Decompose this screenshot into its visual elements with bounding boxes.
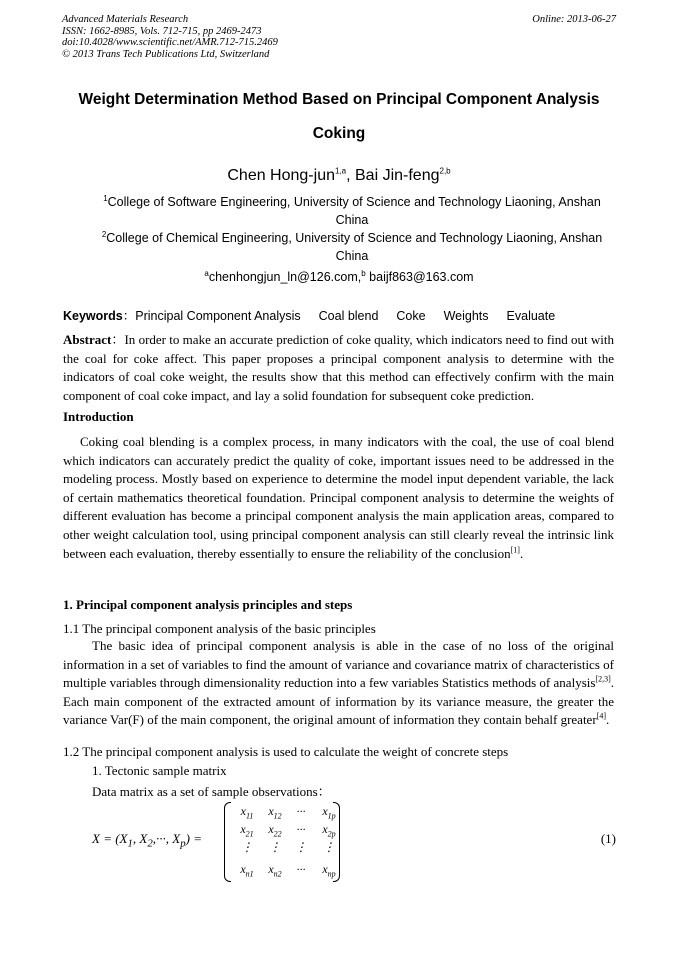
matrix-left-bracket xyxy=(224,802,231,882)
paper-title-line-2: Coking xyxy=(312,125,366,142)
matrix-cell-symbol: x xyxy=(240,804,246,818)
section-1-sep: . xyxy=(69,597,76,612)
matrix-cell-symbol: ⋮ xyxy=(269,840,281,854)
matrix-cell xyxy=(286,840,316,856)
subsection-1-2-heading: 1.2 The principal component analysis is used to calculate the weight of concrete steps xyxy=(63,744,509,759)
matrix-cell xyxy=(314,822,344,838)
data-matrix-intro: Data matrix as a set of sample observations： xyxy=(92,784,331,799)
email-a[interactable]: chenhongjun_ln@126.com, xyxy=(208,270,362,284)
keywords-line xyxy=(63,306,573,324)
matrix-cell xyxy=(286,804,316,820)
equation-1 xyxy=(92,800,616,882)
paragraph-text: . Each main component of the extracted amount of information by its variance measure, the greater the variance Var(F) of the main component, the original amount of information they contain behalf greater xyxy=(63,675,614,728)
online-date: Online: 2013-06-27 xyxy=(532,14,616,25)
affiliation-1-sup: 1 xyxy=(103,193,108,203)
citation[interactable]: [1] xyxy=(510,545,520,555)
keyword-item: Coal blend xyxy=(318,309,379,323)
keyword-item: Weights xyxy=(443,309,489,323)
section-1-number: 1 xyxy=(63,597,70,612)
matrix-cell xyxy=(232,862,262,878)
subsection-1-1-heading: 1.1 The principal component analysis of the basic principles xyxy=(63,621,376,636)
section-1-title: Principal component analysis principles and steps xyxy=(76,597,353,612)
subsection-1-1-paragraph xyxy=(63,637,614,730)
author-separator: , xyxy=(346,167,355,184)
sample-matrix xyxy=(224,800,340,882)
copyright-line: © 2013 Trans Tech Publications Ltd, Switzerland xyxy=(62,48,270,60)
author-line xyxy=(0,167,678,185)
matrix-cell-index: 22 xyxy=(273,829,282,839)
email-line xyxy=(0,270,678,284)
keyword-item: Evaluate xyxy=(506,309,556,323)
citation[interactable]: [4] xyxy=(596,712,606,722)
affiliation-2-text: College of Chemical Engineering, University of Science and Technology Liaoning, Anshan China xyxy=(106,231,603,263)
matrix-cell-symbol: x xyxy=(268,804,274,818)
matrix-cell-index: np xyxy=(327,869,336,879)
keywords-sep: ： xyxy=(122,309,136,323)
matrix-cell-symbol: ⋮ xyxy=(323,840,335,854)
affiliation-2-sup: 2 xyxy=(101,229,107,239)
matrix-cell-index: 11 xyxy=(245,811,254,821)
matrix-cell xyxy=(232,822,262,838)
issn-line: ISSN: 1662-8985, Vols. 712-715, pp 2469-2473 xyxy=(62,25,262,37)
keyword-item: Principal Component Analysis xyxy=(135,309,301,323)
paragraph-text: . xyxy=(606,712,610,728)
matrix-cell-symbol: ··· xyxy=(296,822,306,836)
matrix-cell-symbol: x xyxy=(268,822,274,836)
abstract-text: In order to make an accurate prediction of coke quality, which indicators need to find out with the coal for coke affect. This paper proposes a principal component analysis to determine with the indicators of coal coke weight, the results show that this method can effectively confirm with the main component of coal coke impact, and lay a solid foundation for subsequent coke prediction. xyxy=(63,332,614,403)
matrix-cell xyxy=(314,840,344,856)
affiliation-1-text: College of Software Engineering, University of Science and Technology Liaoning, Anshan China xyxy=(107,195,601,227)
matrix-cell xyxy=(232,840,262,856)
keyword-item: Coke xyxy=(396,309,426,323)
lhs-part: ,···, X xyxy=(152,831,181,846)
paper-title: Weight Determination Method Based on Principal Component Analysis xyxy=(78,91,600,108)
introduction-heading: Introduction xyxy=(63,409,134,424)
matrix-cell-index: 21 xyxy=(245,829,254,839)
email-b[interactable]: baijf863@163.com xyxy=(365,270,474,284)
matrix-cell-index: 2p xyxy=(327,829,336,839)
matrix-cell-symbol: ··· xyxy=(296,862,306,876)
equation-number: (1) xyxy=(600,831,616,846)
paragraph-text: The basic idea of principal component analysis is able in the case of no loss of the original information in a set of variables to find the amount of variance and covariance matrix of characteristics of multiple variables through dimensionality reduction into a few variables Statistics methods of analysis xyxy=(63,638,614,691)
lhs-part: X = (X xyxy=(92,831,128,846)
email-b-sup: b xyxy=(361,268,366,278)
matrix-cell-symbol: x xyxy=(240,822,246,836)
matrix-cell-symbol: ⋮ xyxy=(241,840,253,854)
journal-name: Advanced Materials Research xyxy=(62,14,189,25)
matrix-cell xyxy=(314,804,344,820)
matrix-cell-symbol: x xyxy=(322,822,328,836)
step-1-label: 1. Tectonic sample matrix xyxy=(92,763,227,778)
section-1-heading xyxy=(63,597,352,613)
email-a-sup: a xyxy=(204,268,209,278)
abstract xyxy=(63,331,614,405)
introduction-text: Coking coal blending is a complex process, in many indicators with the coal, the use of coal blend which indicators can accurately predict the quality of coke, important issues need to be addressed in the modeling process. Mostly based on experience to determine the model input dependent variable, the lack of certain mathematics theoretical foundation. Principal component analysis to determine the weights of different evaluation has become a principal component analysis the main application areas, compared to other weight calculation tool, using principal component analysis can still clearly reveal the intrinsic link between each evaluation, thereby essentially to ensure the reliability of the conclusion xyxy=(63,434,614,561)
author-1-sup: 1,a xyxy=(334,166,347,176)
matrix-cell xyxy=(314,862,344,878)
matrix-cell-index: 1p xyxy=(327,811,336,821)
abstract-sep: ： xyxy=(111,332,125,347)
abstract-label: Abstract xyxy=(63,332,112,347)
affiliation-2 xyxy=(96,229,608,265)
introduction-paragraph xyxy=(63,433,614,563)
matrix-cell xyxy=(232,804,262,820)
lhs-part: , X xyxy=(132,831,148,846)
lhs-sub: p xyxy=(180,837,186,850)
doi-line: doi:10.4028/www.scientific.net/AMR.712-715.2469 xyxy=(62,37,278,48)
lhs-sub: 2 xyxy=(147,837,153,850)
lhs-sub: 1 xyxy=(127,837,133,850)
author-2-sup: 2,b xyxy=(439,166,451,176)
journal-header xyxy=(62,14,616,60)
keywords-label: Keywords xyxy=(63,309,123,323)
matrix-cell-symbol: x xyxy=(240,862,246,876)
matrix-cell-symbol: x xyxy=(322,862,328,876)
author-1: Chen Hong-jun xyxy=(227,167,335,184)
affiliation-1 xyxy=(96,193,608,229)
matrix-cell xyxy=(286,822,316,838)
matrix-cell-symbol: ··· xyxy=(296,804,306,818)
lhs-part: ) = xyxy=(185,831,203,846)
introduction-end: . xyxy=(519,545,524,561)
matrix-cell xyxy=(286,862,316,878)
author-2: Bai Jin-feng xyxy=(355,167,440,184)
matrix-cell-index: n2 xyxy=(273,869,282,879)
matrix-cell-symbol: ⋮ xyxy=(295,840,307,854)
matrix-cell-symbol: x xyxy=(322,804,328,818)
citation[interactable]: [2,3] xyxy=(595,674,611,684)
matrix-cell-symbol: x xyxy=(268,862,274,876)
matrix-cell-index: n1 xyxy=(245,869,254,879)
matrix-cell-index: 12 xyxy=(273,811,282,821)
equation-lhs xyxy=(92,831,202,850)
